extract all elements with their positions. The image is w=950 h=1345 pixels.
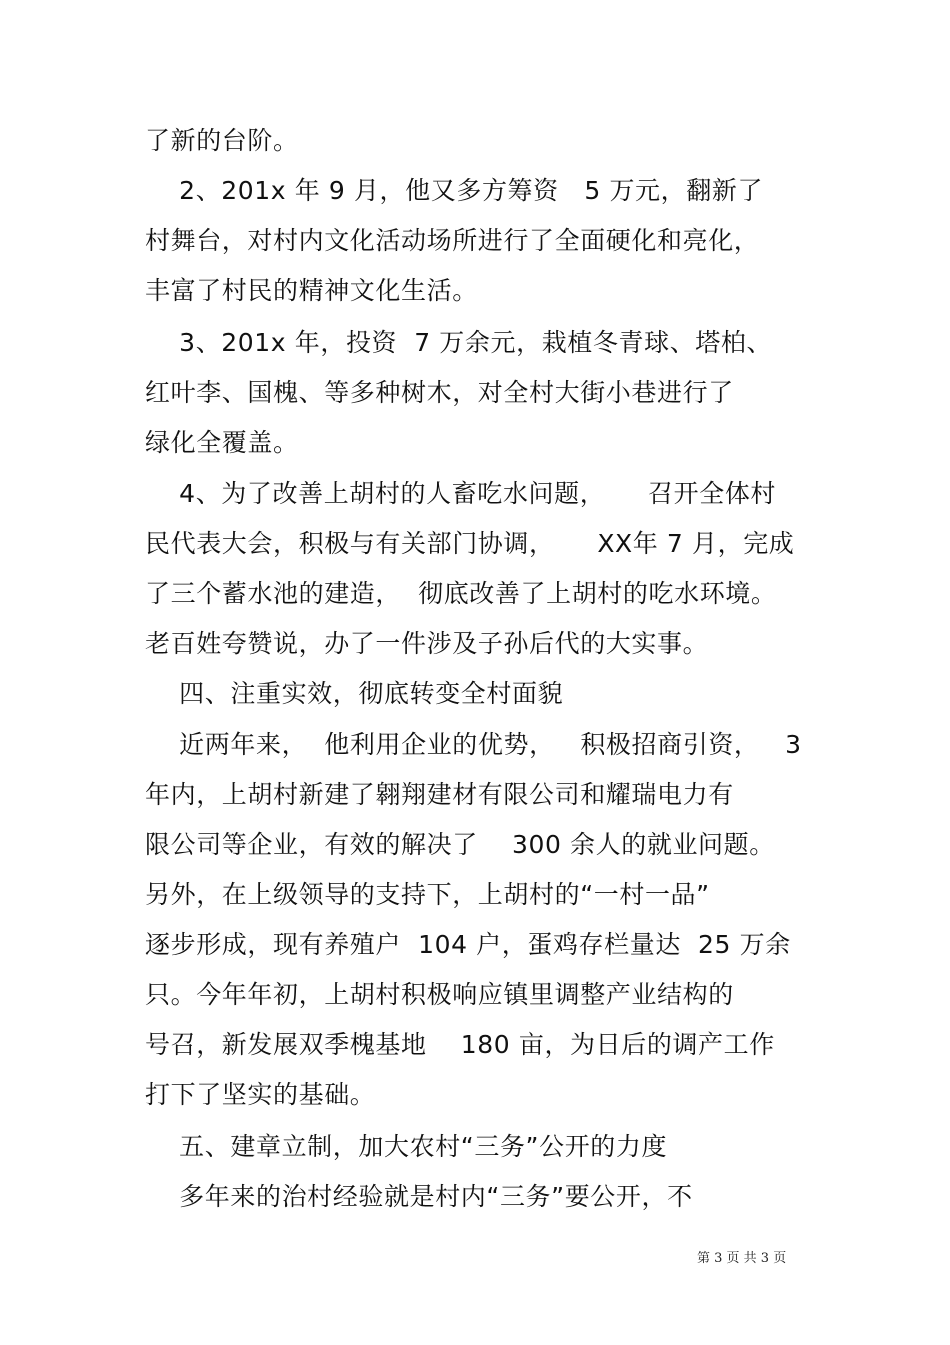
- page-number: 第 3 页 共 3 页: [697, 1251, 787, 1266]
- text-line: 逐步形成，现有养殖户 104 户，蛋鸡存栏量达 25 万余: [145, 930, 791, 959]
- text-line: 近两年来， 他利用企业的优势， 积极招商引资， 3: [145, 730, 802, 759]
- text-line: 丰富了村民的精神文化生活。: [145, 276, 478, 305]
- text-line: 3、201x 年，投资 7 万余元，栽植冬青球、塔柏、: [145, 328, 773, 357]
- text-line: 2、201x 年 9 月，他又多方筹资 5 万元，翻新了: [145, 176, 764, 205]
- text-line: 打下了坚实的基础。: [145, 1080, 376, 1109]
- text-line: 多年来的治村经验就是村内“三务”要公开，不: [145, 1182, 693, 1211]
- text-line: 另外，在上级领导的支持下，上胡村的“一村一品”: [145, 880, 710, 909]
- text-line: 4、为了改善上胡村的人畜吃水问题， 召开全体村: [145, 479, 777, 508]
- section-heading: 四、注重实效，彻底转变全村面貌: [145, 679, 564, 708]
- text-line: 民代表大会，积极与有关部门协调， XX年 7 月，完成: [145, 529, 795, 558]
- text-line: 了新的台阶。: [145, 126, 299, 155]
- text-line: 村舞台，对村内文化活动场所进行了全面硬化和亮化，: [145, 226, 760, 255]
- text-line: 红叶李、国槐、等多种树木，对全村大街小巷进行了: [145, 378, 734, 407]
- text-line: 老百姓夸赞说，办了一件涉及子孙后代的大实事。: [145, 629, 709, 658]
- text-line: 限公司等企业，有效的解决了 300 余人的就业问题。: [145, 830, 775, 859]
- text-line: 绿化全覆盖。: [145, 428, 299, 457]
- text-line: 只。今年年初，上胡村积极响应镇里调整产业结构的: [145, 980, 734, 1009]
- section-heading: 五、建章立制，加大农村“三务”公开的力度: [145, 1132, 668, 1161]
- text-line: 号召，新发展双季槐基地 180 亩，为日后的调产工作: [145, 1030, 775, 1059]
- text-line: 年内，上胡村新建了翱翔建材有限公司和耀瑞电力有: [145, 780, 734, 809]
- text-line: 了三个蓄水池的建造， 彻底改善了上胡村的吃水环境。: [145, 579, 777, 608]
